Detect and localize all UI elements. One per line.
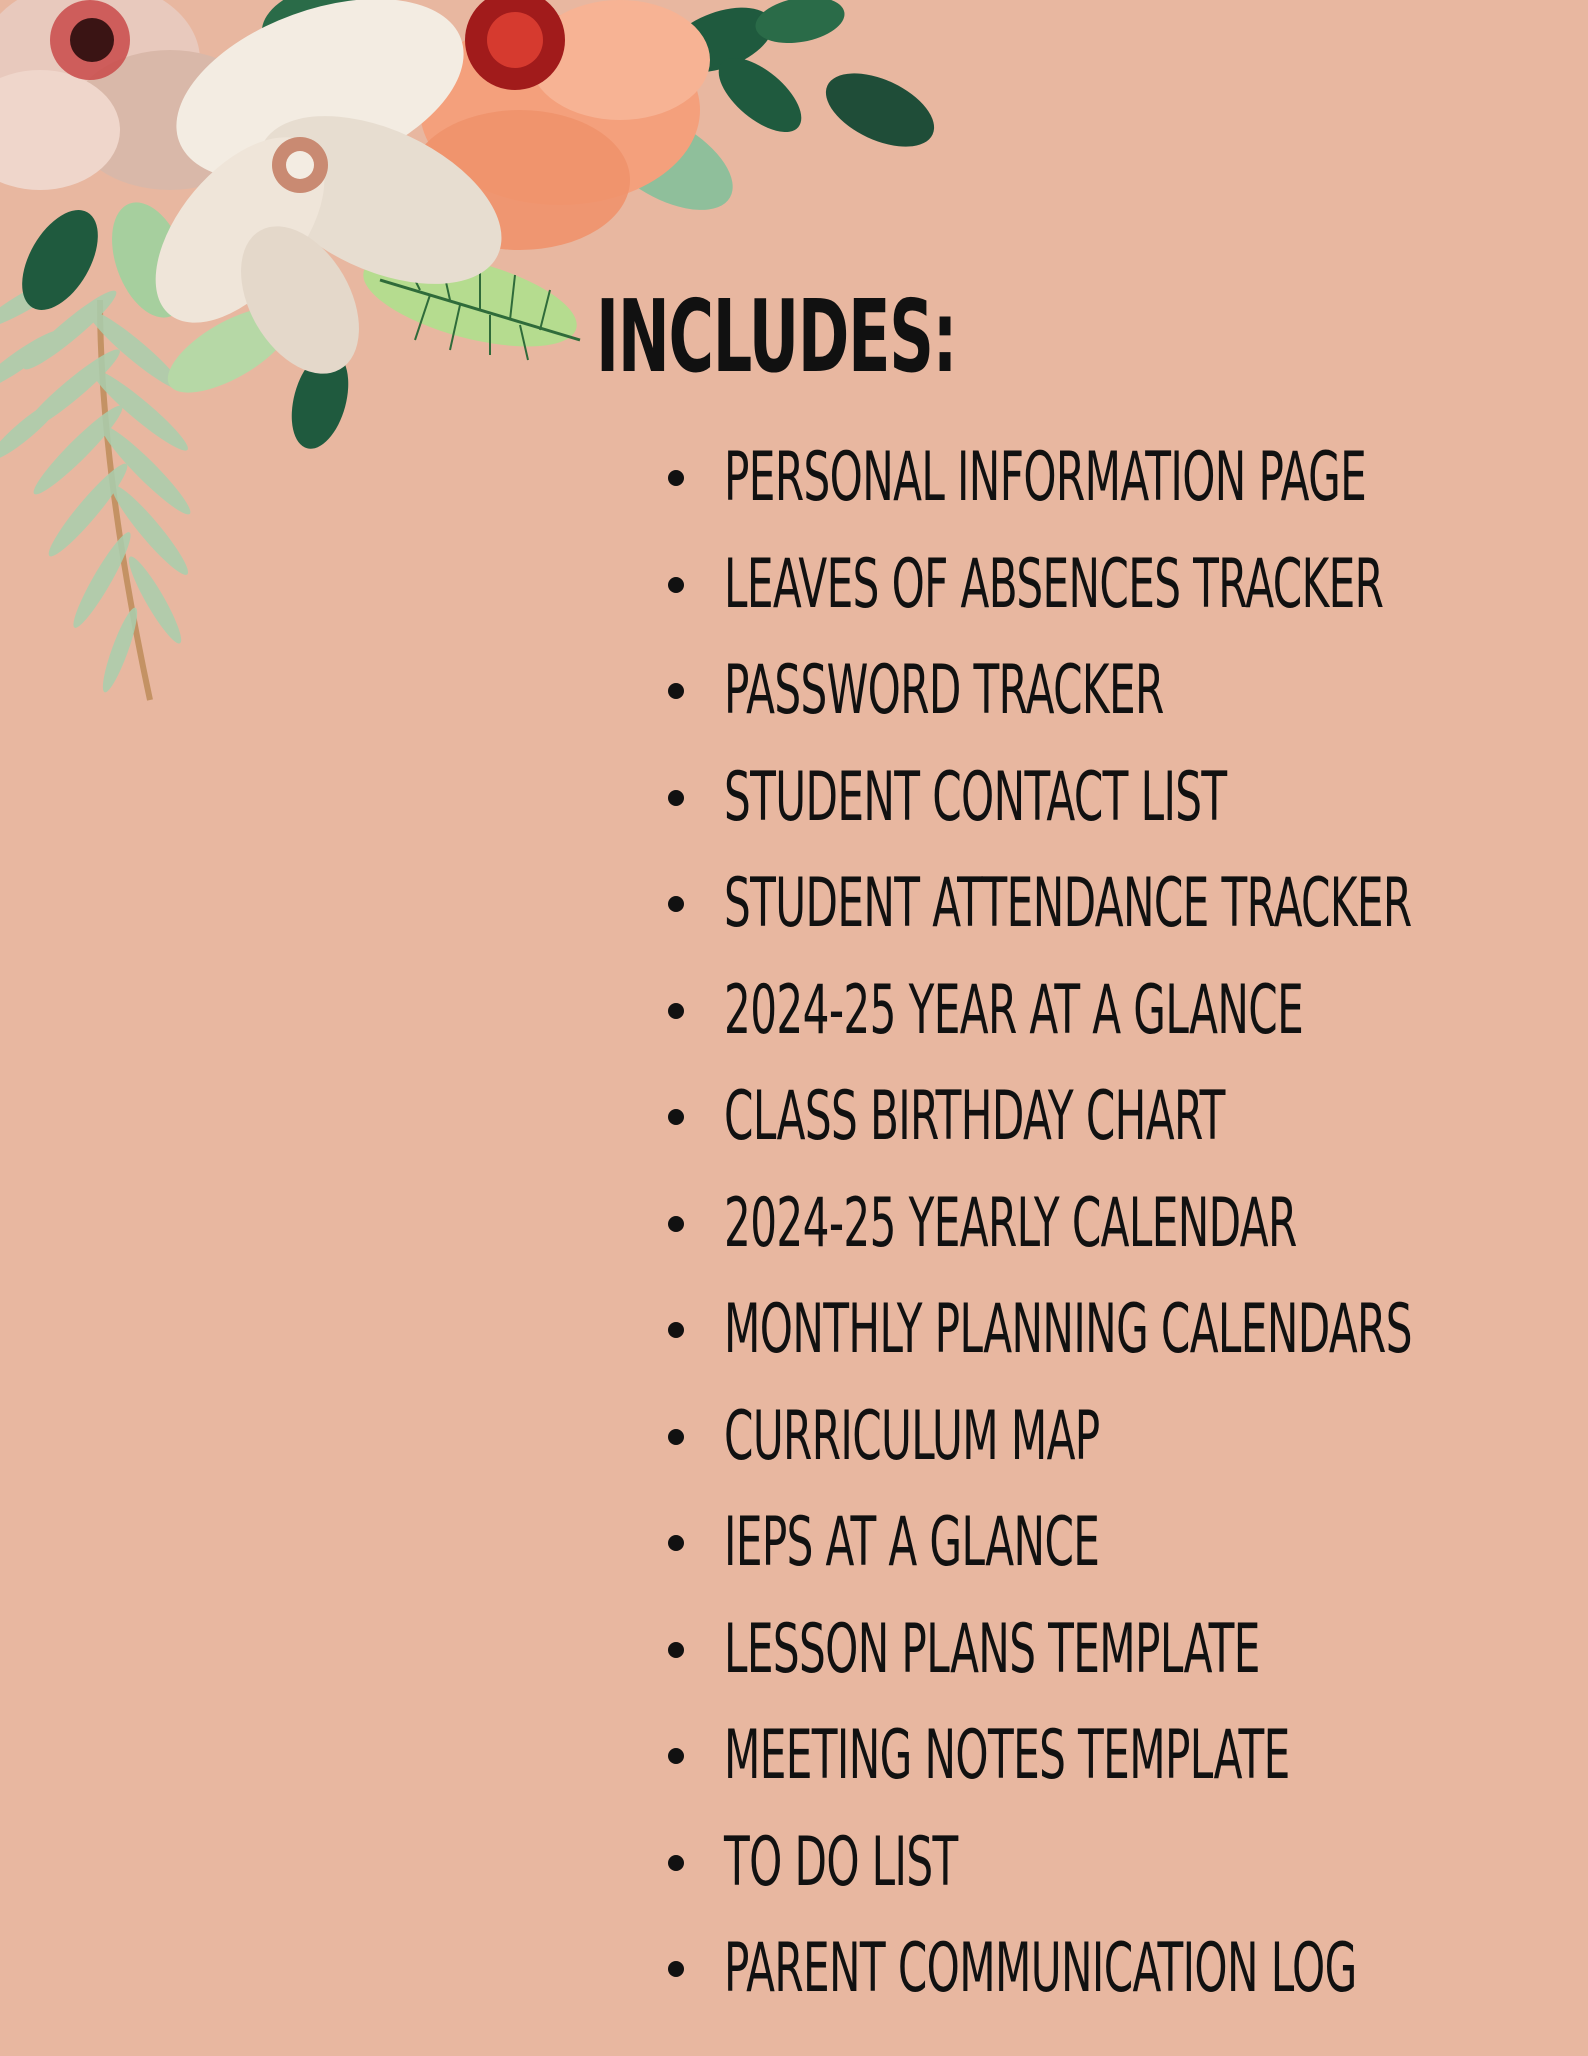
includes-list: [668, 425, 1588, 2023]
bullet-icon: [668, 577, 684, 593]
list-item-label: PERSONAL INFORMATION PAGE: [724, 438, 1367, 518]
list-item-label: CURRICULUM MAP: [724, 1396, 1100, 1476]
bullet-icon: [668, 1003, 684, 1019]
list-item-label: LEAVES OF ABSENCES TRACKER: [724, 544, 1384, 624]
bullet-icon: [668, 1109, 684, 1125]
list-item: [668, 1916, 1588, 2023]
list-item: [668, 638, 1588, 745]
list-item-label: STUDENT ATTENDANCE TRACKER: [724, 864, 1412, 944]
list-item-label: TO DO LIST: [724, 1822, 958, 1902]
list-item: [668, 425, 1588, 532]
bullet-icon: [668, 1642, 684, 1658]
bullet-icon: [668, 790, 684, 806]
list-item: [668, 1384, 1588, 1491]
list-item: [668, 532, 1588, 639]
list-item-label: MEETING NOTES TEMPLATE: [724, 1716, 1290, 1796]
bullet-icon: [668, 1429, 684, 1445]
list-item: [668, 1597, 1588, 1704]
bullet-icon: [668, 1748, 684, 1764]
page-title: INCLUDES:: [596, 278, 957, 395]
list-item-label: PARENT COMMUNICATION LOG: [724, 1929, 1357, 2009]
list-item-label: STUDENT CONTACT LIST: [724, 757, 1227, 837]
list-item: [668, 1703, 1588, 1810]
list-item-label: IEPS AT A GLANCE: [724, 1503, 1100, 1583]
bullet-icon: [668, 470, 684, 486]
bullet-icon: [668, 896, 684, 912]
list-item: [668, 958, 1588, 1065]
list-item-label: PASSWORD TRACKER: [724, 651, 1164, 731]
list-item: [668, 1171, 1588, 1278]
list-item-label: 2024-25 YEAR AT A GLANCE: [724, 970, 1304, 1050]
list-item-label: MONTHLY PLANNING CALENDARS: [724, 1290, 1412, 1370]
list-item-label: CLASS BIRTHDAY CHART: [724, 1077, 1225, 1157]
bullet-icon: [668, 1216, 684, 1232]
list-item-label: 2024-25 YEARLY CALENDAR: [724, 1183, 1297, 1263]
list-item: [668, 851, 1588, 958]
list-item: [668, 1064, 1588, 1171]
list-item: [668, 1277, 1588, 1384]
list-item: [668, 745, 1588, 852]
list-item: [668, 1810, 1588, 1917]
list-item: [668, 1490, 1588, 1597]
list-item-label: LESSON PLANS TEMPLATE: [724, 1609, 1260, 1689]
bullet-icon: [668, 683, 684, 699]
bullet-icon: [668, 1535, 684, 1551]
fern-leaf: [0, 265, 197, 700]
bullet-icon: [668, 1961, 684, 1977]
bullet-icon: [668, 1855, 684, 1871]
bullet-icon: [668, 1322, 684, 1338]
